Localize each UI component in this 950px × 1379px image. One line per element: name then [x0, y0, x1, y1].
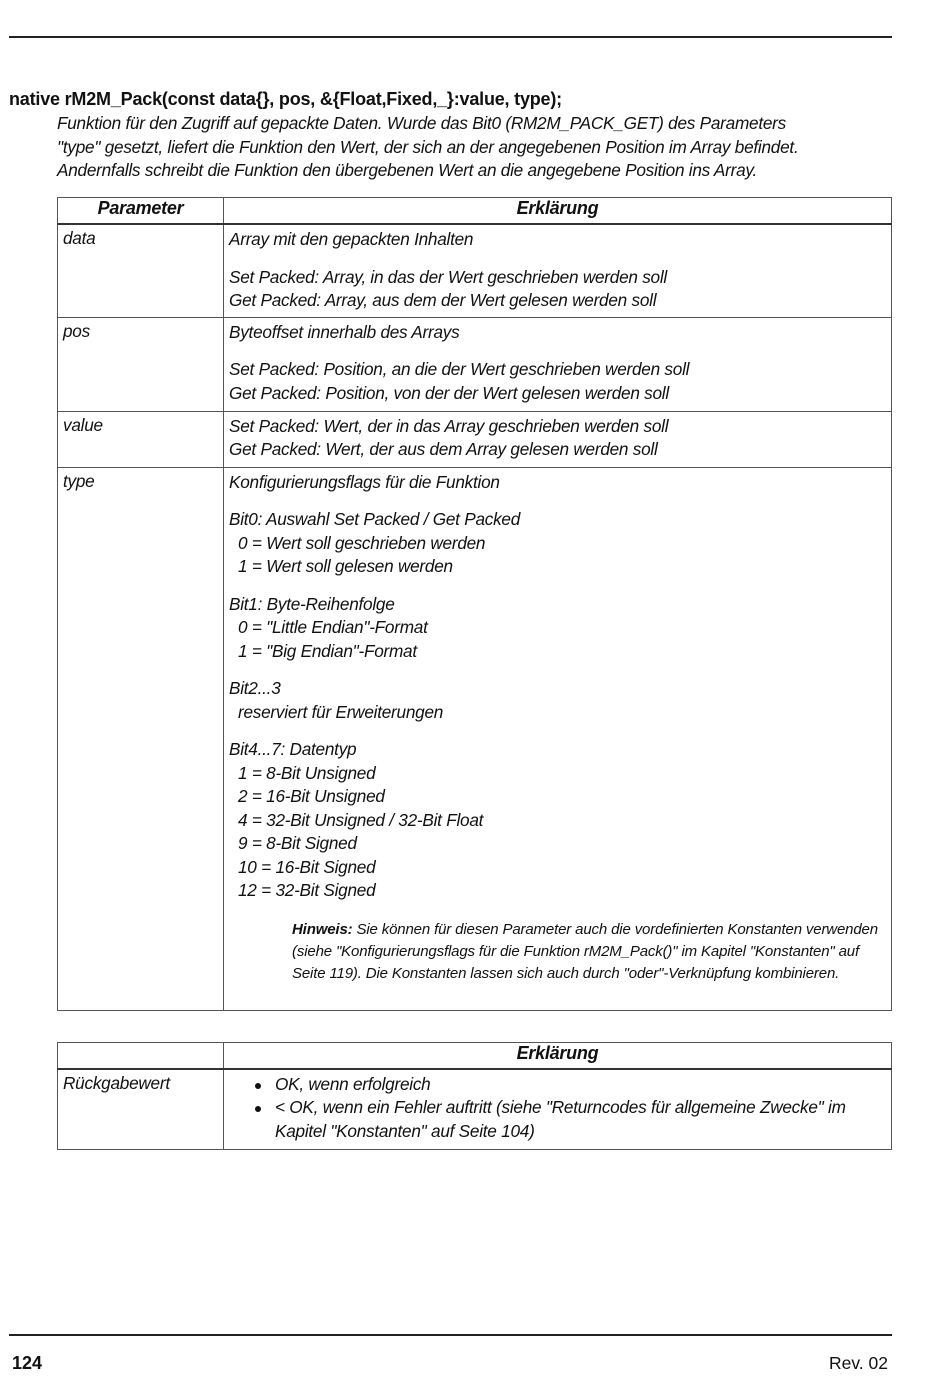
description-line: "type" gesetzt, liefert die Funktion den Wert, der sich an der angegebenen Position im Array befindet.: [57, 136, 799, 157]
param-explanation: [224, 467, 892, 1010]
description-line: Andernfalls schreibt die Funktion den übergebenen Wert an die angegebene Position ins Array.: [57, 160, 757, 180]
return-list: [224, 1073, 891, 1149]
hint-label: Hinweis:: [292, 920, 353, 938]
param-row-data: [58, 224, 892, 317]
param-row-pos: [58, 317, 892, 411]
bit-group-title: Bit1: Byte-Reihenfolge: [229, 593, 395, 614]
header-parameter: Parameter: [58, 198, 224, 225]
explanation-line: Konfigurierungsflags für die Funktion: [229, 471, 500, 492]
explanation-line: Get Packed: Wert, der aus dem Array gelesen werden soll: [229, 439, 658, 459]
function-signature: native rM2M_Pack(const data{}, pos, &{Float,Fixed,_}:value, type);: [9, 89, 562, 109]
bullet-icon: [255, 1083, 261, 1089]
table-header-row: [58, 198, 892, 225]
list-item: [224, 1073, 891, 1096]
return-explanation: [224, 1069, 892, 1149]
bit-option: 0 = Wert soll geschrieben werden: [238, 532, 486, 553]
bit-option: reserviert für Erweiterungen: [238, 701, 444, 722]
param-name: type: [58, 467, 224, 1010]
description-line: Funktion für den Zugriff auf gepackte Daten. Wurde das Bit0 (RM2M_PACK_GET) des Parameters: [57, 113, 786, 133]
param-row-value: [58, 411, 892, 467]
header-empty: [58, 1043, 224, 1070]
function-description: [57, 112, 897, 183]
hint-text: Sie können für diesen Parameter auch die vordefinierten Konstanten verwenden (siehe "Konfigurierungsflags für die Funktion rM2M_Pack()" im Kapitel "Konstanten" auf Seite 119). Die Konstanten lassen sich auch durch "oder"-Verknüpfung kombinieren.: [292, 920, 878, 983]
bit-option: 0 = "Little Endian"-Format: [238, 617, 428, 637]
header-rule: [9, 36, 892, 38]
explanation-line: Get Packed: Position, von der der Wert gelesen werden soll: [229, 382, 669, 403]
bullet-icon: [255, 1106, 261, 1112]
bit-option: 2 = 16-Bit Unsigned: [238, 786, 385, 806]
param-name: data: [58, 224, 224, 317]
header-explanation: Erklärung: [224, 198, 892, 225]
list-item-text: OK, wenn erfolgreich: [275, 1074, 431, 1094]
explanation-line: Set Packed: Wert, der in das Array geschrieben werden soll: [229, 415, 669, 436]
list-item: [224, 1096, 891, 1143]
bit-option: 10 = 16-Bit Signed: [238, 856, 376, 877]
param-row-type: [58, 467, 892, 1010]
explanation-line: Byteoffset innerhalb des Arrays: [229, 321, 460, 342]
footer-rule: [9, 1334, 892, 1336]
table-header-row: [58, 1043, 892, 1070]
page-number: 124: [12, 1353, 43, 1373]
list-item-text: < OK, wenn ein Fehler auftritt (siehe "Returncodes für allgemeine Zwecke" im Kapitel "Konstanten" auf Seite 104): [275, 1097, 846, 1141]
param-explanation: [224, 411, 892, 467]
header-explanation: Erklärung: [224, 1043, 892, 1070]
bit-group-title: Bit0: Auswahl Set Packed / Get Packed: [229, 509, 521, 529]
param-name: value: [58, 411, 224, 467]
hint-note: [292, 919, 882, 986]
bit-option: 12 = 32-Bit Signed: [238, 880, 376, 900]
param-explanation: [224, 317, 892, 411]
parameter-table: [57, 197, 892, 1011]
bit-option: 1 = 8-Bit Unsigned: [238, 762, 376, 783]
bit-group-title: Bit2...3: [229, 678, 281, 698]
return-value-table: [57, 1042, 892, 1150]
explanation-line: Set Packed: Array, in das der Wert geschrieben werden soll: [229, 266, 668, 287]
return-label: Rückgabewert: [58, 1069, 224, 1149]
bit-option: 1 = "Big Endian"-Format: [238, 640, 417, 661]
explanation-line: Array mit den gepackten Inhalten: [229, 229, 474, 249]
explanation-line: Get Packed: Array, aus dem der Wert gelesen werden soll: [229, 290, 657, 310]
explanation-line: Set Packed: Position, an die der Wert geschrieben werden soll: [229, 359, 690, 379]
bit-option: 9 = 8-Bit Signed: [238, 833, 357, 853]
param-name: pos: [58, 317, 224, 411]
bit-option: 1 = Wert soll gelesen werden: [238, 556, 453, 576]
bit-option: 4 = 32-Bit Unsigned / 32-Bit Float: [238, 809, 484, 830]
return-row: [58, 1069, 892, 1149]
param-explanation: [224, 224, 892, 317]
revision-label: Rev. 02: [828, 1353, 888, 1373]
bit-group-title: Bit4...7: Datentyp: [229, 739, 357, 759]
